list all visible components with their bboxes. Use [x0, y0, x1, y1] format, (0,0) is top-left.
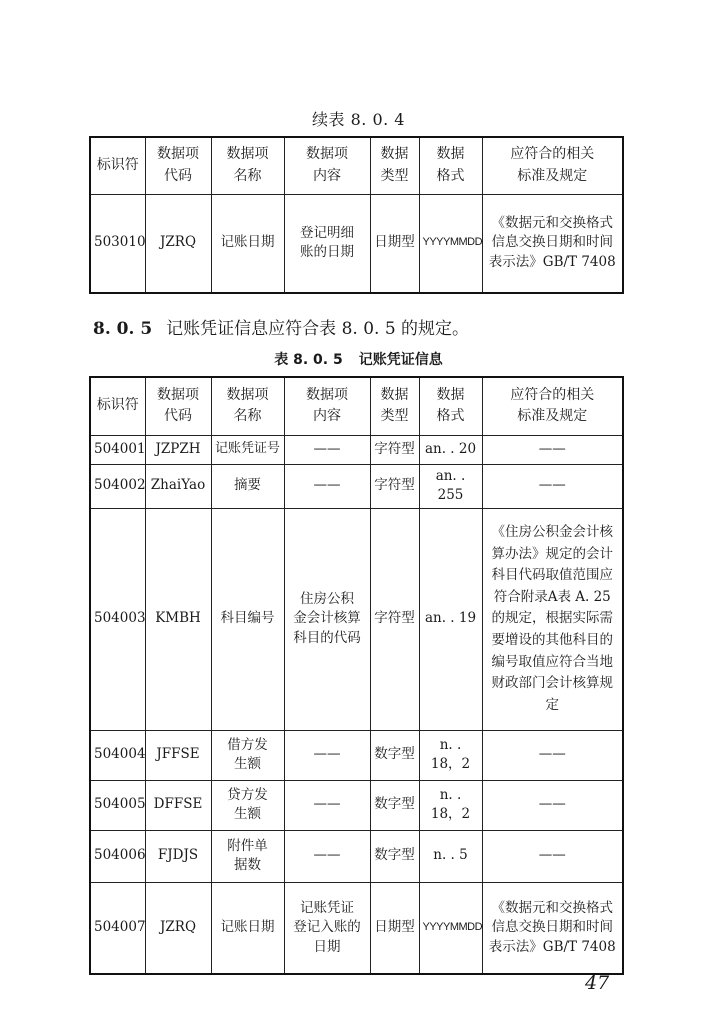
- cell-name: 记账凭证号: [211, 435, 284, 464]
- header-content: 数据项 内容: [284, 377, 370, 435]
- cell-content: ——: [284, 780, 370, 830]
- cell-standard: 《数据元和交换格式 信息交换日期和时间表示法》GB/T 7408: [482, 194, 623, 293]
- table-8-0-5: [89, 376, 627, 975]
- section-number: 8. 0. 5: [93, 319, 153, 339]
- cell-standard: 《数据元和交换格式 信息交换日期和时间表示法》GB/T 7408: [482, 882, 623, 974]
- header-code: 数据项 代码: [145, 137, 211, 194]
- cell-type: 日期型: [370, 882, 419, 974]
- table-row: [90, 730, 623, 780]
- cell-code: JZRQ: [145, 882, 211, 974]
- cell-name: 借方发 生额: [211, 730, 284, 780]
- cell-name: 记账日期: [211, 882, 284, 974]
- header-name: 数据项 名称: [211, 377, 284, 435]
- cell-code: DFFSE: [145, 780, 211, 830]
- cell-standard: ——: [482, 730, 623, 780]
- cell-name: 贷方发 生额: [211, 780, 284, 830]
- header-type: 数据 类型: [370, 137, 419, 194]
- cell-type: 字符型: [370, 464, 419, 508]
- section-8-0-5: [93, 314, 469, 339]
- table-name: 记账凭证信息: [358, 352, 443, 368]
- header-type: 数据 类型: [370, 377, 419, 435]
- page-number: 47: [585, 972, 610, 994]
- table-8-0-4-continued: [89, 136, 627, 294]
- cell-name: 附件单 据数: [211, 830, 284, 882]
- cell-id: 504001: [90, 435, 145, 464]
- cell-format: an. . 19: [419, 508, 482, 730]
- table-number: 表 8. 0. 5: [274, 352, 343, 368]
- cell-format: an. . 255: [419, 464, 482, 508]
- header-standard: 应符合的相关 标准及规定: [482, 137, 623, 194]
- cell-id: 504006: [90, 830, 145, 882]
- cell-code: KMBH: [145, 508, 211, 730]
- cell-standard: ——: [482, 435, 623, 464]
- table-8-0-5-title: [0, 349, 717, 369]
- cell-content: 记账凭证 登记入账的 日期: [284, 882, 370, 974]
- header-standard: 应符合的相关 标准及规定: [482, 377, 623, 435]
- table-row: [90, 194, 623, 293]
- cell-content: ——: [284, 464, 370, 508]
- cell-name: 记账日期: [211, 194, 284, 293]
- cell-type: 字符型: [370, 435, 419, 464]
- cell-id: 504003: [90, 508, 145, 730]
- cell-format: n. . 18，2: [419, 780, 482, 830]
- cell-content: ——: [284, 435, 370, 464]
- cell-content: ——: [284, 730, 370, 780]
- cell-type: 数字型: [370, 730, 419, 780]
- cell-type: 数字型: [370, 830, 419, 882]
- table-header-row: [90, 137, 623, 194]
- cell-id: 504005: [90, 780, 145, 830]
- cell-id: 504002: [90, 464, 145, 508]
- continued-table-title: 续表 8. 0. 4: [312, 110, 405, 129]
- cell-content: 住房公积 金会计核算 科目的代码: [284, 508, 370, 730]
- cell-standard: ——: [482, 464, 623, 508]
- cell-format: YYYYMMDD: [419, 194, 482, 293]
- table-row: [90, 464, 623, 508]
- cell-type: 日期型: [370, 194, 419, 293]
- header-id: 标识符: [90, 377, 145, 435]
- table-header-row: [90, 377, 623, 435]
- cell-id: 503010: [90, 194, 145, 293]
- cell-format: an. . 20: [419, 435, 482, 464]
- cell-code: JFFSE: [145, 730, 211, 780]
- cell-format: n. . 5: [419, 830, 482, 882]
- cell-standard: ——: [482, 780, 623, 830]
- cell-code: JZPZH: [145, 435, 211, 464]
- header-code: 数据项 代码: [145, 377, 211, 435]
- cell-standard: 《住房公积金会计核算办法》规定的会计科目代码取值范围应符合附录A表 A. 25 的规定，根据实际需要增设的其他科目的编号取值应符合当地财政部门会计核算规定: [482, 508, 623, 730]
- cell-type: 字符型: [370, 508, 419, 730]
- cell-code: JZRQ: [145, 194, 211, 293]
- cell-name: 摘要: [211, 464, 284, 508]
- table-row: [90, 780, 623, 830]
- cell-type: 数字型: [370, 780, 419, 830]
- table-row: [90, 435, 623, 464]
- cell-format: n. . 18，2: [419, 730, 482, 780]
- section-text: 记账凭证信息应符合表 8. 0. 5 的规定。: [166, 319, 470, 339]
- table-row: [90, 830, 623, 882]
- cell-content: ——: [284, 830, 370, 882]
- header-content: 数据项 内容: [284, 137, 370, 194]
- header-format: 数据 格式: [419, 137, 482, 194]
- header-name: 数据项 名称: [211, 137, 284, 194]
- cell-name: 科目编号: [211, 508, 284, 730]
- cell-code: FJDJS: [145, 830, 211, 882]
- cell-code: ZhaiYao: [145, 464, 211, 508]
- cell-format: YYYYMMDD: [419, 882, 482, 974]
- cell-id: 504004: [90, 730, 145, 780]
- cell-standard: ——: [482, 830, 623, 882]
- cell-id: 504007: [90, 882, 145, 974]
- table-row: [90, 882, 623, 974]
- header-id: 标识符: [90, 137, 145, 194]
- table-row: [90, 508, 623, 730]
- header-format: 数据 格式: [419, 377, 482, 435]
- cell-content: 登记明细 账的日期: [284, 194, 370, 293]
